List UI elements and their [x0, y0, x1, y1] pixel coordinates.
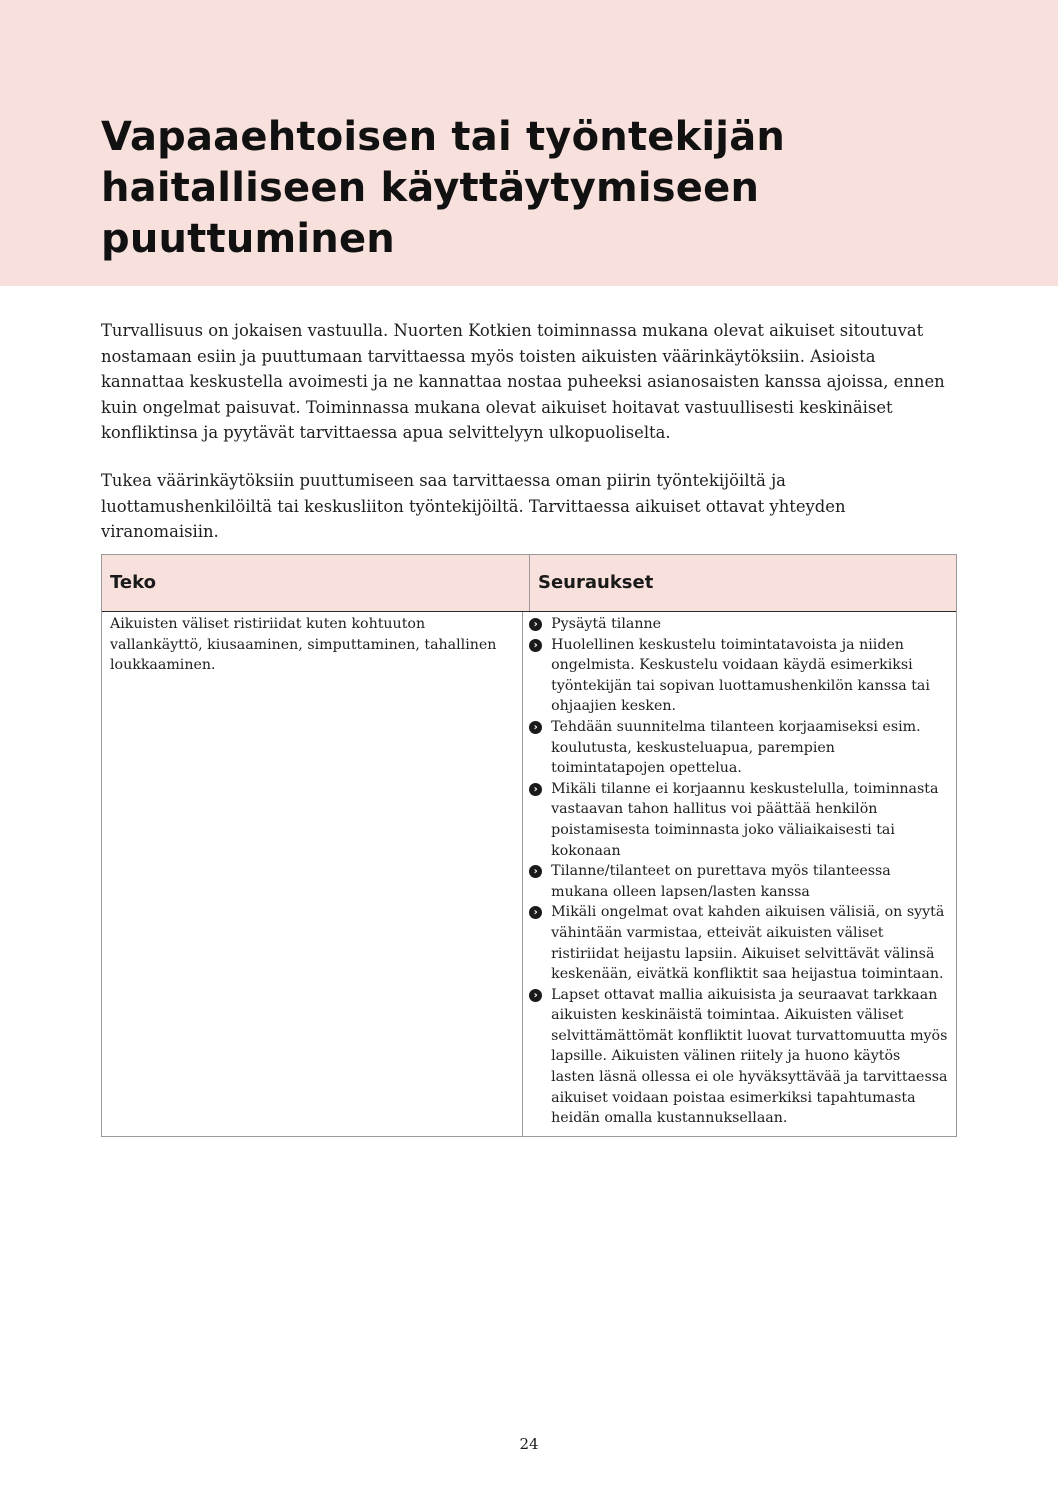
- chevron-right-circle-icon: ›: [529, 721, 542, 734]
- list-item: [529, 861, 948, 902]
- list-item-text: Lapset ottavat mallia aikuisista ja seuraavat tarkkaan aikuisten keskinäistä toimintaa. Aikuisten väliset selvittämättömät konfliktit luovat turvattomuutta myös lapsille. Aikuisten välinen riitely ja huono käytös lasten läsnä ollessa ei ole hyväksyttävää ja tarvittaessa aikuiset voidaan poistaa esimerkiksi tapahtumasta heidän omalla kustannuksellaan.: [551, 986, 948, 1127]
- actions-table: [101, 554, 957, 1137]
- chevron-right-circle-icon: ›: [529, 989, 542, 1002]
- page-number: 24: [519, 1435, 539, 1453]
- table-row: [102, 612, 956, 1136]
- chevron-right-circle-icon: ›: [529, 906, 542, 919]
- list-item: [529, 779, 948, 861]
- teko-cell: Aikuisten väliset ristiriidat kuten kohtuuton vallankäyttö, kiusaaminen, simputtaminen, tahallinen loukkaaminen.: [102, 612, 523, 1136]
- list-item: [529, 902, 948, 984]
- chevron-right-circle-icon: ›: [529, 865, 542, 878]
- list-item-text: Huolellinen keskustelu toimintatavoista ja niiden ongelmista. Keskustelu voidaan käydä esimerkiksi työntekijän tai sopivan luottamushenkilön kanssa tai ohjaajien kesken.: [551, 636, 930, 715]
- intro-paragraph-1: Turvallisuus on jokaisen vastuulla. Nuorten Kotkien toiminnassa mukana olevat aikuiset sitoutuvat nostamaan esiin ja puuttumaan tarvittaessa myös toisten aikuisten väärinkäytöksiin. Asioista kannattaa keskustella avoimesti ja ne kannattaa nostaa puheeksi asianosaisten kanssa ajoissa, ennen kuin ongelmat paisuvat. Toiminnassa mukana olevat aikuiset hoitavat vastuullisesti keskinäiset konfliktinsa ja pyytävät tarvittaessa apua selvittelyyn ulkopuoliselta.: [101, 321, 945, 442]
- list-item: [529, 717, 948, 779]
- list-item-text: Mikäli ongelmat ovat kahden aikuisen välisiä, on syytä vähintään varmistaa, etteivät aikuisten väliset ristiriidat heijastu lapsiin. Aikuiset selvittävät välinsä keskenään, eivätkä konfliktit saa heijastua toimintaan.: [551, 904, 945, 983]
- list-item-text: Tehdään suunnitelma tilanteen korjaamiseksi esim. koulutusta, keskusteluapua, parempien toimintatapojen opettelua.: [551, 718, 921, 777]
- list-item: [529, 614, 948, 635]
- page-title: Vapaaehtoisen tai työntekijän haitalliseen käyttäytymiseen puuttuminen: [101, 114, 786, 262]
- list-item-text: Pysäytä tilanne: [551, 616, 662, 632]
- header-teko: Teko: [102, 555, 530, 611]
- list-item: [529, 985, 948, 1129]
- chevron-right-circle-icon: ›: [529, 618, 542, 631]
- seuraukset-cell: [523, 612, 956, 1136]
- intro-paragraph-2: Tukea väärinkäytöksiin puuttumiseen saa tarvittaessa oman piirin työntekijöiltä ja luottamushenkilöiltä tai keskusliiton työntekijöiltä. Tarvittaessa aikuiset ottavat yhteyden viranomaisiin.: [101, 471, 846, 541]
- chevron-right-circle-icon: ›: [529, 639, 542, 652]
- list-item: [529, 635, 948, 717]
- chevron-right-circle-icon: ›: [529, 783, 542, 796]
- table-header-row: [102, 555, 956, 612]
- header-seuraukset: Seuraukset: [538, 572, 654, 593]
- consequences-list: [529, 614, 948, 1129]
- list-item-text: Mikäli tilanne ei korjaannu keskustelulla, toiminnasta vastaavan tahon hallitus voi päättää henkilön poistamisesta toiminnasta joko väliaikaisesti tai kokonaan: [551, 780, 939, 859]
- header-band: [0, 0, 1058, 286]
- list-item-text: Tilanne/tilanteet on purettava myös tilanteessa mukana olleen lapsen/lasten kanssa: [551, 863, 891, 900]
